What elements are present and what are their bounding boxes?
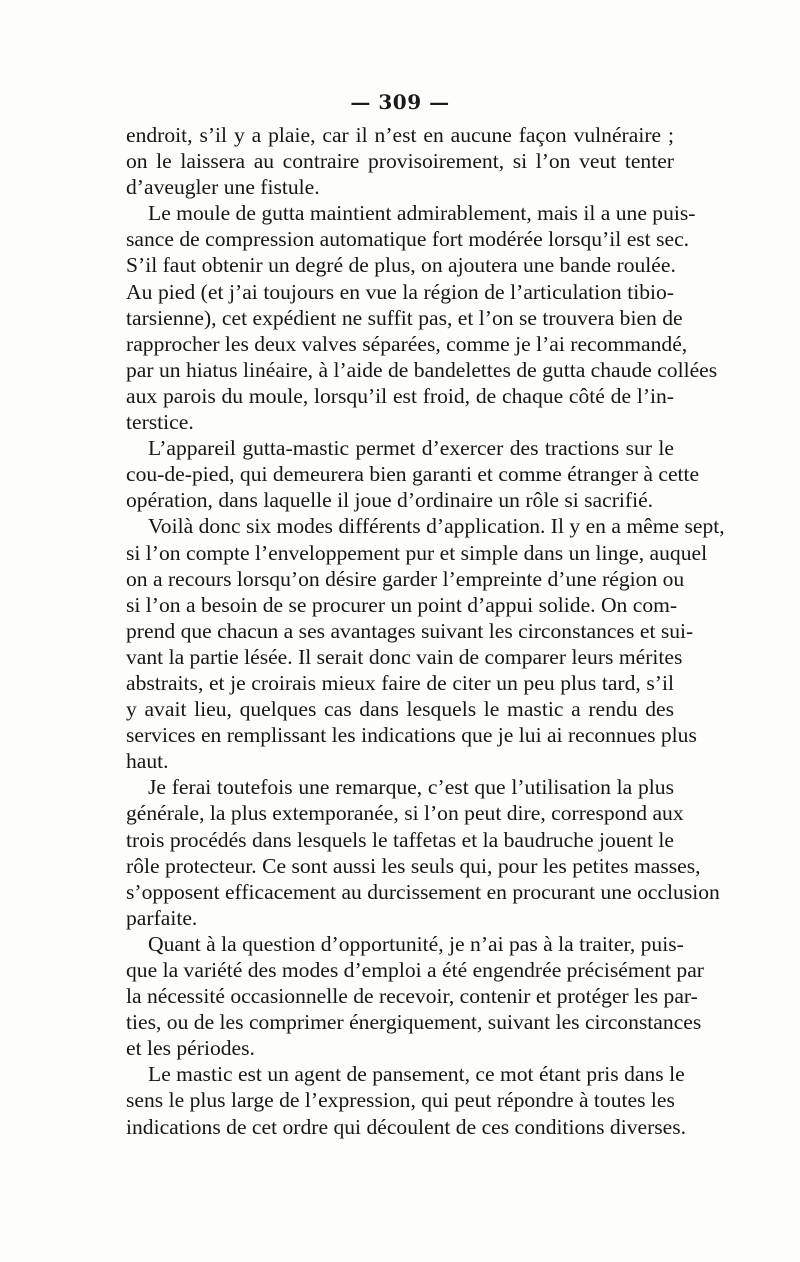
text-line: endroit, s’il y a plaie, car il n’est en aucune façon vulnéraire ; <box>126 123 674 147</box>
paragraph <box>126 200 718 435</box>
text-line: vant la partie lésée. Il serait donc vain de comparer leurs mérites <box>126 644 683 669</box>
text-line: que la variété des modes d’emploi a été engendrée précisément par <box>126 958 704 982</box>
text-line: indications de cet ordre qui découlent de ces conditions diverses. <box>126 1114 687 1139</box>
text-line: on le laissera au contraire provisoirement, si l’on veut tenter <box>126 149 674 174</box>
text-line: rôle protecteur. Ce sont aussi les seuls qui, pour les petites masses, <box>126 853 701 878</box>
text-line: si l’on compte l’enveloppement pur et simple dans un linge, auquel <box>126 540 708 565</box>
text-line: sance de compression automatique fort modérée lorsqu’il est sec. <box>126 227 690 252</box>
text-line: y avait lieu, quelques cas dans lesquels le mastic a rendu des <box>126 697 674 722</box>
text-line: Voilà donc six modes différents d’application. Il y en a même sept, <box>148 514 725 539</box>
text-line: la nécessité occasionnelle de recevoir, contenir et protéger les par- <box>126 984 698 1009</box>
text-line: trois procédés dans lesquels le taffetas et la baudruche jouent le <box>126 827 674 852</box>
text-line: rapprocher les deux valves séparées, comme je l’ai recommandé, <box>126 331 688 356</box>
text-line: services en remplissant les indications que je lui ai reconnues plus <box>126 723 697 748</box>
text-line: S’il faut obtenir un degré de plus, on ajoutera une bande roulée. <box>126 253 676 278</box>
text-line: Je ferai toutefois une remarque, c’est que l’utilisation la plus <box>148 775 674 800</box>
text-line: s’opposent efficacement au durcissement en procurant une occlusion <box>126 879 720 904</box>
text-line: aux parois du moule, lorsqu’il est froid, de chaque côté de l’in- <box>126 383 674 408</box>
paragraph <box>126 122 674 200</box>
text-line: générale, la plus extemporanée, si l’on peut dire, correspond aux <box>126 801 684 826</box>
text-line: prend que chacun a ses avantages suivant les circonstances et sui- <box>126 618 694 643</box>
text-line: ties, ou de les comprimer énergiquement, suivant les circonstances <box>126 1010 702 1035</box>
text-line: L’appareil gutta-mastic permet d’exercer des tractions sur le <box>148 436 674 461</box>
text-line: terstice. <box>126 410 194 435</box>
page-number: — 309 — <box>350 90 450 114</box>
paragraph <box>126 1061 687 1139</box>
text-line: parfaite. <box>126 905 198 930</box>
text-line: Le mastic est un agent de pansement, ce mot étant pris dans le <box>148 1062 685 1087</box>
paragraph <box>126 513 725 774</box>
text-line: tarsienne), cet expédient ne suffit pas, et l’on se trouvera bien de <box>126 305 683 330</box>
body-text <box>126 122 725 1140</box>
paragraph <box>126 774 720 931</box>
paragraph <box>126 435 700 513</box>
text-line: haut. <box>126 749 169 774</box>
text-line: Au pied (et j’ai toujours en vue la région de l’articulation tibio- <box>126 279 674 304</box>
text-line: cou-de-pied, qui demeurera bien garanti et comme étranger à cette <box>126 462 700 487</box>
text-line: sens le plus large de l’expression, qui peut répondre à toutes les <box>126 1088 675 1113</box>
text-line: opération, dans laquelle il joue d’ordinaire un rôle si sacrifié. <box>126 488 654 513</box>
text-line: abstraits, et je croirais mieux faire de citer un peu plus tard, s’il <box>126 670 674 695</box>
text-line: d’aveugler une fistule. <box>126 175 320 200</box>
text-line: par un hiatus linéaire, à l’aide de bandelettes de gutta chaude collées <box>126 357 718 382</box>
text-line: si l’on a besoin de se procurer un point d’appui solide. On com- <box>126 592 678 617</box>
text-line: et les périodes. <box>126 1036 255 1061</box>
text-line: Quant à la question d’opportunité, je n’ai pas à la traiter, puis- <box>148 931 684 956</box>
paragraph <box>126 931 704 1061</box>
text-line: Le moule de gutta maintient admirablement, mais il a une puis- <box>148 201 696 226</box>
text-line: on a recours lorsqu’on désire garder l’empreinte d’une région ou <box>126 566 685 591</box>
